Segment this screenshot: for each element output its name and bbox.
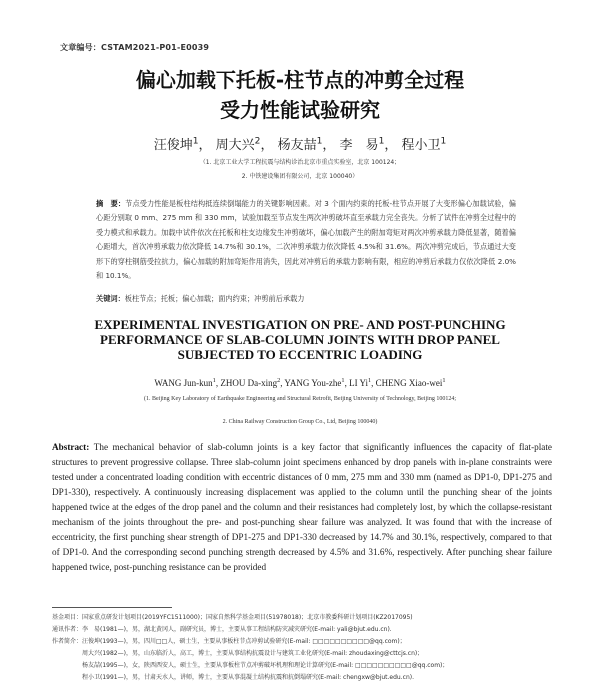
cn-author-aff: 1	[440, 136, 447, 147]
cn-abstract-text: 节点受力性能是板柱结构抵连续倒塌能力的关键影响因素。对 3 个面内约束的托板-柱节点开展了大变形偏心加载试验，偏心距分别取 0 mm、275 mm 和 330 mm，试验加载至节点发生两次冲剪破坏直至承载力完全丧失。分析了试件在冲剪全过程中的受力模式和承载力。加载中试件依次在托板和柱支边缘发生冲剪破坏，偏心加载产生的附加弯矩对两次冲剪承载力降低显著，随着偏心距增大，首次冲剪承载力依次降低 14.7%和 30.1%，二次冲剪承载力依次降低 4.5%和 31.6%。两次冲剪完成后，节点通过大变形下的穿柱钢筋受拉抗力，偏心加载的附加弯矩作用消失，因此对冲剪后的承载力影响有限，相应的冲剪后承载力仅依次降低 2.0%和 10.1%。	[96, 199, 516, 281]
en-title-line-1: EXPERIMENTAL INVESTIGATION ON PRE- AND POST-PUNCHING	[94, 317, 506, 332]
en-author-list: WANG Jun-kun$^1$, ZHOU Da-xing$^2$, YANG You-zhe$^1$, LI Yi$^1$, CHENG Xiao-wei$^1$	[154, 377, 446, 388]
cn-author: 周大兴	[215, 138, 255, 153]
cn-affiliation-2: 2. 中铁建设集团有限公司，北京 100040）	[241, 173, 359, 180]
cn-author-aff: 2	[254, 136, 261, 147]
footnote-author-bio: 作者简介：汪俊坤(1993—)，男，四川□□人，硕士生，主要从事板柱节点冲剪试验研究(E-mail: □□□□□□□□□□@qq.com)；	[52, 638, 406, 645]
en-title	[0, 317, 600, 362]
en-title-line-2: PERFORMANCE OF SLAB-COLUMN JOINTS WITH DROP PANEL	[100, 332, 500, 347]
cn-author: 杨友喆	[277, 138, 317, 153]
footnote-author-bio: 程小卫(1991—)，男，甘肃天水人，讲师，博士，主要从事混凝土结构抗震和抗倒塌研究(E-mail: chengxw@bjut.edu.cn).	[52, 674, 414, 681]
cn-title-line-1: 偏心加载下托板-柱节点的冲剪全过程	[135, 68, 465, 92]
cn-affiliation-1: （1. 北京工业大学工程抗震与结构诊治北京市重点实验室，北京 100124；	[199, 159, 401, 166]
footnote-author-bio: 杨友喆(1995—)，女，陕西西安人，硕士生，主要从事板柱节点冲剪破坏机理和理论计算研究(E-mail: □□□□□□□□□□@qq.com)；	[52, 662, 449, 669]
cn-title-line-2: 受力性能试验研究	[220, 98, 380, 122]
cn-abstract	[96, 197, 516, 283]
en-author: LI Yi	[349, 378, 368, 388]
en-author: ZHOU Da-xing	[220, 378, 278, 388]
cn-abstract-label: 摘 要：	[96, 199, 126, 208]
en-abstract-text: The mechanical behavior of slab-column joints is a key factor that significantly influences the capacity of flat-plate structures to prevent progressive collapse. Three slab-column joint specimens enhanced by drop panels with in-plane constraints were tested under a concentrated loading condition with eccentric distances of 0 mm, 275 mm and 330 mm (named as DP1-0, DP1-275 and DP1-330), respectively. A continuously increasing displacement was applied to the column until the punching shear of the joints happened twice at the edges of the drop panel and the column and their resistances had completely lost, by which the collapse-resistant mechanism of the joints throughout the pre- and post-punching shear failure was analyzed. It was found that with the increase of eccentricity, the first punching shear strength of DP1-275 and DP1-330 decreased by 14.7% and 30.1%, respectively, compared to that of DP1-0. And the corresponding second punching strength decreased by 4.5% and 31.6%, respectively. After punching shear failure happened twice, post-punching resistance can be provided	[52, 442, 553, 572]
cn-keywords-label: 关键词：	[96, 294, 125, 303]
cn-author: 程小卫	[401, 138, 441, 153]
en-author-aff: 1	[442, 377, 446, 384]
footnote-author-bio: 周大兴(1982—)，男，山东临沂人，高工，博士，主要从事结构抗震设计与建筑工业化研究(E-mail: zhoudaxing@cttcjs.cn)；	[52, 650, 424, 657]
cn-author-aff: 1	[316, 136, 323, 147]
article-id: 文章编号：CSTAM2021-P01-E0039	[60, 43, 210, 52]
en-title-line-3: SUBJECTED TO ECCENTRIC LOADING	[177, 347, 423, 362]
en-author-aff: 2	[277, 377, 281, 384]
en-author-aff: 1	[341, 377, 345, 384]
en-author-aff: 1	[212, 377, 216, 384]
cn-author-aff: 1	[378, 136, 385, 147]
en-abstract	[52, 440, 552, 575]
cn-author-aff: 1	[192, 136, 199, 147]
cn-keywords-text: 板柱节点；托板；偏心加载；面内约束；冲剪前后承载力	[124, 294, 305, 303]
en-author: CHENG Xiao-wei	[375, 378, 443, 388]
cn-author-list: 汪俊坤$^1$， 周大兴$^2$， 杨友喆$^1$， 李 易$^1$， 程小卫$^1$	[153, 136, 447, 153]
footnote-corresponding-author: 通讯作者：李 易(1981—)，男，湖北黄冈人，副研究员，博士，主要从事工程结构防灾减灾研究(E-mail: yali@bjut.edu.cn).	[52, 626, 392, 633]
cn-author: 李 易	[339, 138, 379, 153]
cn-author: 汪俊坤	[153, 138, 193, 153]
en-abstract-label: Abstract:	[52, 442, 90, 452]
en-author-aff: 1	[368, 377, 372, 384]
en-author: WANG Jun-kun	[154, 378, 213, 388]
en-author: YANG You-zhe	[284, 378, 342, 388]
en-affiliation-2: 2. China Railway Construction Group Co., Ltd, Beijing 100040)	[222, 419, 378, 425]
en-affiliation-1: (1. Beijing Key Laboratory of Earthquake Engineering and Structural Retrofit, Beijing University of Technology, Beijing 100124;	[143, 396, 456, 402]
footnote-funding: 基金项目：国家重点研发计划项目(2019YFC1511000)；国家自然科学基金项目(51978018)；北京市教委科研计划项目(KZ2017095)	[52, 614, 413, 621]
cn-keywords	[96, 294, 516, 304]
footnote-rule	[52, 607, 172, 608]
